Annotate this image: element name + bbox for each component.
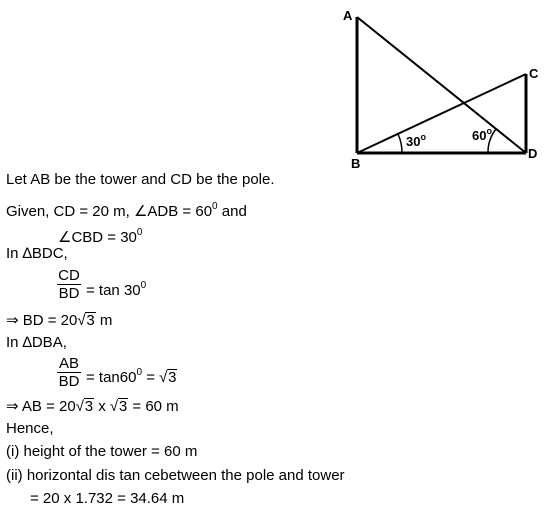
sqrt-radicand: 3 [168,369,177,386]
angle-arc-b [398,134,402,153]
solution-line-1: Let AB be the tower and CD be the pole. [6,171,275,188]
sqrt-symbol: √ 3 [77,312,95,329]
and-text: and [217,203,247,220]
unit-text: m [95,312,113,329]
solution-line-6 [6,312,112,330]
angle-cbd-text: ∠CBD = 30 [58,229,137,246]
fraction-cd-bd [57,267,81,302]
sqrt-radicand: 3 [86,312,95,329]
sqrt-radicand: 3 [84,398,94,415]
solution-line-10: Hence, [6,420,54,437]
solution-line-12: (ii) horizontal dis tan cebetween the pole and tower [6,467,345,484]
tan60-text [86,364,177,387]
ab-value-text: ⇒ AB = 20 [6,398,76,415]
fraction-denominator: BD [58,285,80,302]
solution-line-4: In ∆BDC, [6,245,68,262]
degree-mark: 0 [212,201,218,212]
degree-mark: 0 [140,280,147,291]
equals-text: = [142,369,160,386]
geometry-figure [0,0,549,170]
angle-d-label: 60$^o$ [472,126,492,143]
given-text: Given, CD = 20 m, ∠ADB = 60 [6,203,213,220]
sqrt-radicand: 3 [118,398,128,415]
fraction-numerator: AB [58,355,79,372]
label-b: B [351,156,361,170]
tan60-label: = tan60 [86,369,137,386]
tan30-label: = tan 30 [86,282,141,299]
solution-line-11: (i) height of the tower = 60 m [6,443,198,460]
fraction-numerator: CD [58,267,80,284]
fraction-denominator: BD [58,373,80,390]
solution-line-3 [58,224,142,247]
times-text: x [94,398,110,415]
result-text: = 60 m [128,398,179,415]
solution-line-7: In ∆DBA, [6,334,67,351]
sqrt-symbol: √ 3 [159,369,177,386]
sqrt-symbol: √ 3 [75,398,94,415]
solution-line-9 [6,398,179,416]
degree-mark: 0 [136,227,143,238]
tan30-text [86,277,146,300]
solution-line-2 [6,198,247,221]
fraction-ab-bd [57,355,81,390]
label-c: C [529,66,539,81]
solution-line-13: = 20 x 1.732 = 34.64 m [30,490,185,507]
degree-mark: 0 [136,367,143,378]
bd-value-text: ⇒ BD = 20 [6,312,78,329]
label-d: D [528,146,538,161]
sqrt-symbol: √ 3 [109,398,128,415]
label-a: A [343,8,353,23]
angle-b-label: 30$^o$ [406,132,426,149]
